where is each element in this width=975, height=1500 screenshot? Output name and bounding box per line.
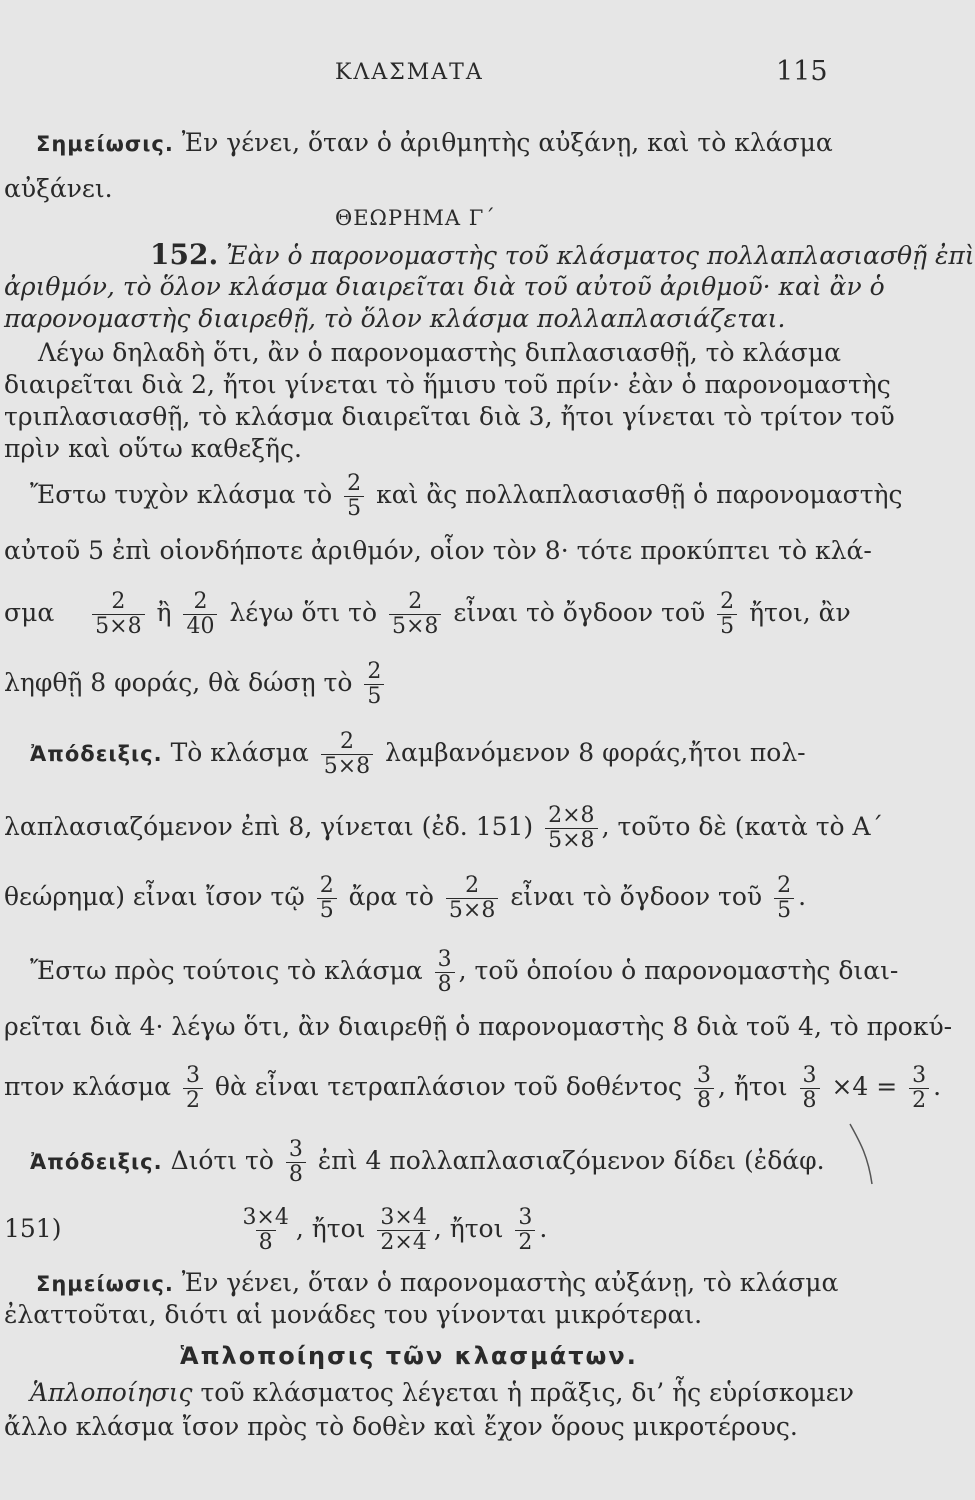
fraction (909, 1064, 929, 1113)
section-heading: Ἁπλοποίησις τῶν κλασμάτων. (180, 1342, 638, 1370)
denominator: 8 (800, 1088, 820, 1113)
period: . (933, 1072, 942, 1101)
text: τοῦτο δὲ (κατὰ τὸ Α΄ (617, 812, 884, 841)
proof-line (4, 1206, 838, 1255)
numerator: 3 (288, 1137, 303, 1162)
comma: , (295, 1214, 304, 1243)
text: πτον κλάσμα (4, 1072, 172, 1101)
fraction (344, 472, 364, 521)
denominator: 2 (909, 1088, 929, 1113)
fraction (92, 590, 144, 639)
proof-label: Ἀπόδειξις. (30, 742, 163, 766)
fraction (435, 948, 455, 997)
denominator: 8 (256, 1230, 276, 1255)
paragraph-line: διαιρεῖται διὰ 2, ἤτοι γίνεται τὸ ἥμισυ τοῦ πρίν· ἐὰν ὁ παρονομαστὴς (4, 370, 891, 399)
paragraph-line: Λέγω δηλαδὴ ὅτι, ἂν ὁ παρονομαστὴς διπλασιασθῇ, τὸ κλάσμα (38, 338, 842, 367)
theorem-title: ΘΕΩΡΗΜΑ Γ΄ (335, 206, 496, 230)
fraction (321, 730, 373, 779)
text: θὰ εἶναι τετραπλάσιον τοῦ δοθέντος (214, 1072, 683, 1101)
note-label: Σημείωσις. (36, 1272, 174, 1296)
denominator: 8 (286, 1162, 306, 1187)
text: καὶ ἂς πολλαπλασιασθῇ ὁ παρονομαστὴς (376, 480, 903, 509)
text: λέγω ὅτι τὸ (229, 598, 378, 627)
denominator: 5 (717, 614, 737, 639)
denominator: 2×4 (377, 1230, 429, 1255)
text: τοῦ κλάσματος λέγεται ἡ πρᾶξις, δι’ ἧς εὑρίσκομεν (200, 1378, 854, 1407)
comma: , (433, 1214, 442, 1243)
example-line (4, 660, 838, 709)
note-line (36, 1268, 838, 1299)
text: εἶναι τὸ ὄγδοον τοῦ (453, 598, 706, 627)
numerator: 2 (408, 589, 423, 614)
text: ἢ (156, 598, 172, 627)
fraction (239, 1206, 291, 1255)
text: Ἔστω πρὸς τούτοις τὸ κλάσμα (30, 956, 423, 985)
equals-sign: = (876, 1072, 898, 1101)
fraction (183, 1064, 203, 1113)
numerator: 2×8 (548, 803, 595, 828)
denominator: 2 (183, 1088, 203, 1113)
comma: , (458, 956, 467, 985)
fraction (364, 660, 384, 709)
numerator: 2 (367, 659, 382, 684)
text: ἤτοι, ἂν (749, 598, 851, 627)
fraction (800, 1064, 820, 1113)
denominator: 5×8 (389, 614, 441, 639)
denominator: 5×8 (321, 754, 373, 779)
theorem-text: παρονομαστὴς διαιρεθῇ, τὸ ὅλον κλάσμα πολλαπλασιάζεται. (4, 304, 786, 333)
example-line: ρεῖται διὰ 4· λέγω ὅτι, ἂν διαιρεθῇ ὁ παρονομαστὴς 8 διὰ τοῦ 4, τὸ προκύ- (4, 1012, 953, 1041)
denominator: 40 (183, 614, 217, 639)
running-title: ΚΛΑΣΜΑΤΑ (335, 60, 484, 85)
example-line (30, 471, 903, 521)
text: Ἔστω τυχὸν κλάσμα τὸ (30, 480, 333, 509)
theorem-text: ἀριθμόν, τὸ ὅλον κλάσμα διαιρεῖται διὰ τοῦ αὐτοῦ ἀριθμοῦ· καὶ ἂν ὁ (4, 272, 885, 301)
fraction (515, 1206, 535, 1255)
text: ληφθῇ 8 φοράς, θὰ δώσῃ τὸ (4, 668, 353, 697)
fraction (286, 1138, 306, 1187)
text: Διότι τὸ (170, 1146, 274, 1175)
text: ἐπὶ 4 πολλαπλασιαζόμενον δίδει (ἐδάφ. (317, 1146, 825, 1175)
numerator: 2 (193, 589, 208, 614)
example-line (4, 589, 851, 639)
numerator: 3 (912, 1063, 927, 1088)
numerator: 2 (111, 589, 126, 614)
page-number: 115 (776, 56, 828, 87)
text: ἤτοι (733, 1072, 788, 1101)
note-label: Σημείωσις. (36, 132, 174, 156)
note-text-cont: αὐξάνει. (4, 174, 113, 203)
text: Τὸ κλάσμα (170, 738, 309, 767)
text: τοῦ ὁποίου ὁ παρονομαστὴς διαι- (474, 956, 899, 985)
text: σμα (4, 598, 55, 627)
denominator: 5×8 (92, 614, 144, 639)
denominator: 2 (515, 1230, 535, 1255)
text: λαμβανόμενον 8 φοράς,ἤτοι πολ- (385, 738, 806, 767)
proof-line (4, 803, 884, 853)
numerator: 3×4 (242, 1205, 289, 1230)
denominator: 8 (694, 1088, 714, 1113)
comma: , (601, 812, 610, 841)
text: λαπλασιαζόμενον ἐπὶ 8, γίνεται (ἐδ. 151) (4, 812, 534, 841)
times-four: ×4 (831, 1072, 869, 1101)
denominator: 5 (344, 496, 364, 521)
numerator: 3 (518, 1205, 533, 1230)
numerator: 3 (696, 1063, 711, 1088)
theorem-text: Ἐὰν ὁ παρονομαστὴς τοῦ κλάσματος πολλαπλασιασθῇ ἐπὶ (226, 241, 975, 270)
text: θεώρημα) εἶναι ἴσον τῷ (4, 882, 305, 911)
text: εἶναι τὸ ὄγδοον τοῦ (510, 882, 763, 911)
text: ἄρα τὸ (348, 882, 434, 911)
denominator: 5×8 (545, 828, 597, 853)
text: ἤτοι (311, 1214, 366, 1243)
numerator: 3 (185, 1063, 200, 1088)
numerator: 2 (347, 471, 362, 496)
fraction (774, 874, 794, 923)
proof-line (30, 1138, 838, 1187)
comma: , (717, 1072, 726, 1101)
paragraph-line: πρὶν καὶ οὕτω καθεξῆς. (4, 434, 302, 463)
period: . (539, 1214, 548, 1243)
fraction (545, 804, 597, 853)
fraction (717, 590, 737, 639)
fraction (389, 590, 441, 639)
denominator: 5 (364, 684, 384, 709)
proof-line (30, 730, 838, 779)
fraction (694, 1064, 714, 1113)
defined-term: Ἁπλοποίησις (30, 1378, 193, 1407)
fraction (317, 874, 337, 923)
numerator: 2 (319, 873, 334, 898)
margin-pencil-mark (846, 1122, 876, 1186)
fraction (446, 874, 498, 923)
example-line: αὐτοῦ 5 ἐπὶ οἱονδήποτε ἀριθμόν, οἷον τὸν 8· τότε προκύπτει τὸ κλά- (4, 536, 872, 565)
numerator: 3 (802, 1063, 817, 1088)
note-line (36, 128, 838, 159)
example-line (4, 1063, 942, 1113)
numerator: 2 (720, 589, 735, 614)
numerator: 2 (339, 729, 354, 754)
definition-line (30, 1378, 854, 1408)
numerator: 2 (465, 873, 480, 898)
note-text: ἐλαττοῦται, διότι αἱ μονάδες του γίνονται μικρότεραι. (4, 1300, 703, 1329)
section-number: 152. (150, 238, 219, 271)
denominator: 5 (774, 898, 794, 923)
text: ἤτοι (449, 1214, 504, 1243)
denominator: 5 (317, 898, 337, 923)
fraction (183, 590, 217, 639)
proof-line (4, 874, 838, 923)
numerator: 2 (777, 873, 792, 898)
example-line (30, 947, 899, 997)
numerator: 3×4 (380, 1205, 427, 1230)
denominator: 5×8 (446, 898, 498, 923)
theorem-line (150, 238, 975, 271)
numerator: 3 (437, 947, 452, 972)
paragraph-line: τριπλασιασθῇ, τὸ κλάσμα διαιρεῖται διὰ 3, ἤτοι γίνεται τὸ τρίτον τοῦ (4, 402, 895, 431)
period: . (798, 882, 807, 911)
note-text: Ἐν γένει, ὅταν ὁ ἀριθμητὴς αὐξάνῃ, καὶ τὸ κλάσμα (181, 128, 833, 157)
denominator: 8 (435, 972, 455, 997)
fraction (377, 1206, 429, 1255)
text: 151) (4, 1214, 62, 1243)
proof-label: Ἀπόδειξις. (30, 1150, 163, 1174)
definition-line: ἄλλο κλάσμα ἴσον πρὸς τὸ δοθὲν καὶ ἔχον ὅρους μικροτέρους. (4, 1412, 798, 1441)
note-text: Ἐν γένει, ὅταν ὁ παρονομαστὴς αὐξάνῃ, τὸ κλάσμα (181, 1268, 839, 1297)
